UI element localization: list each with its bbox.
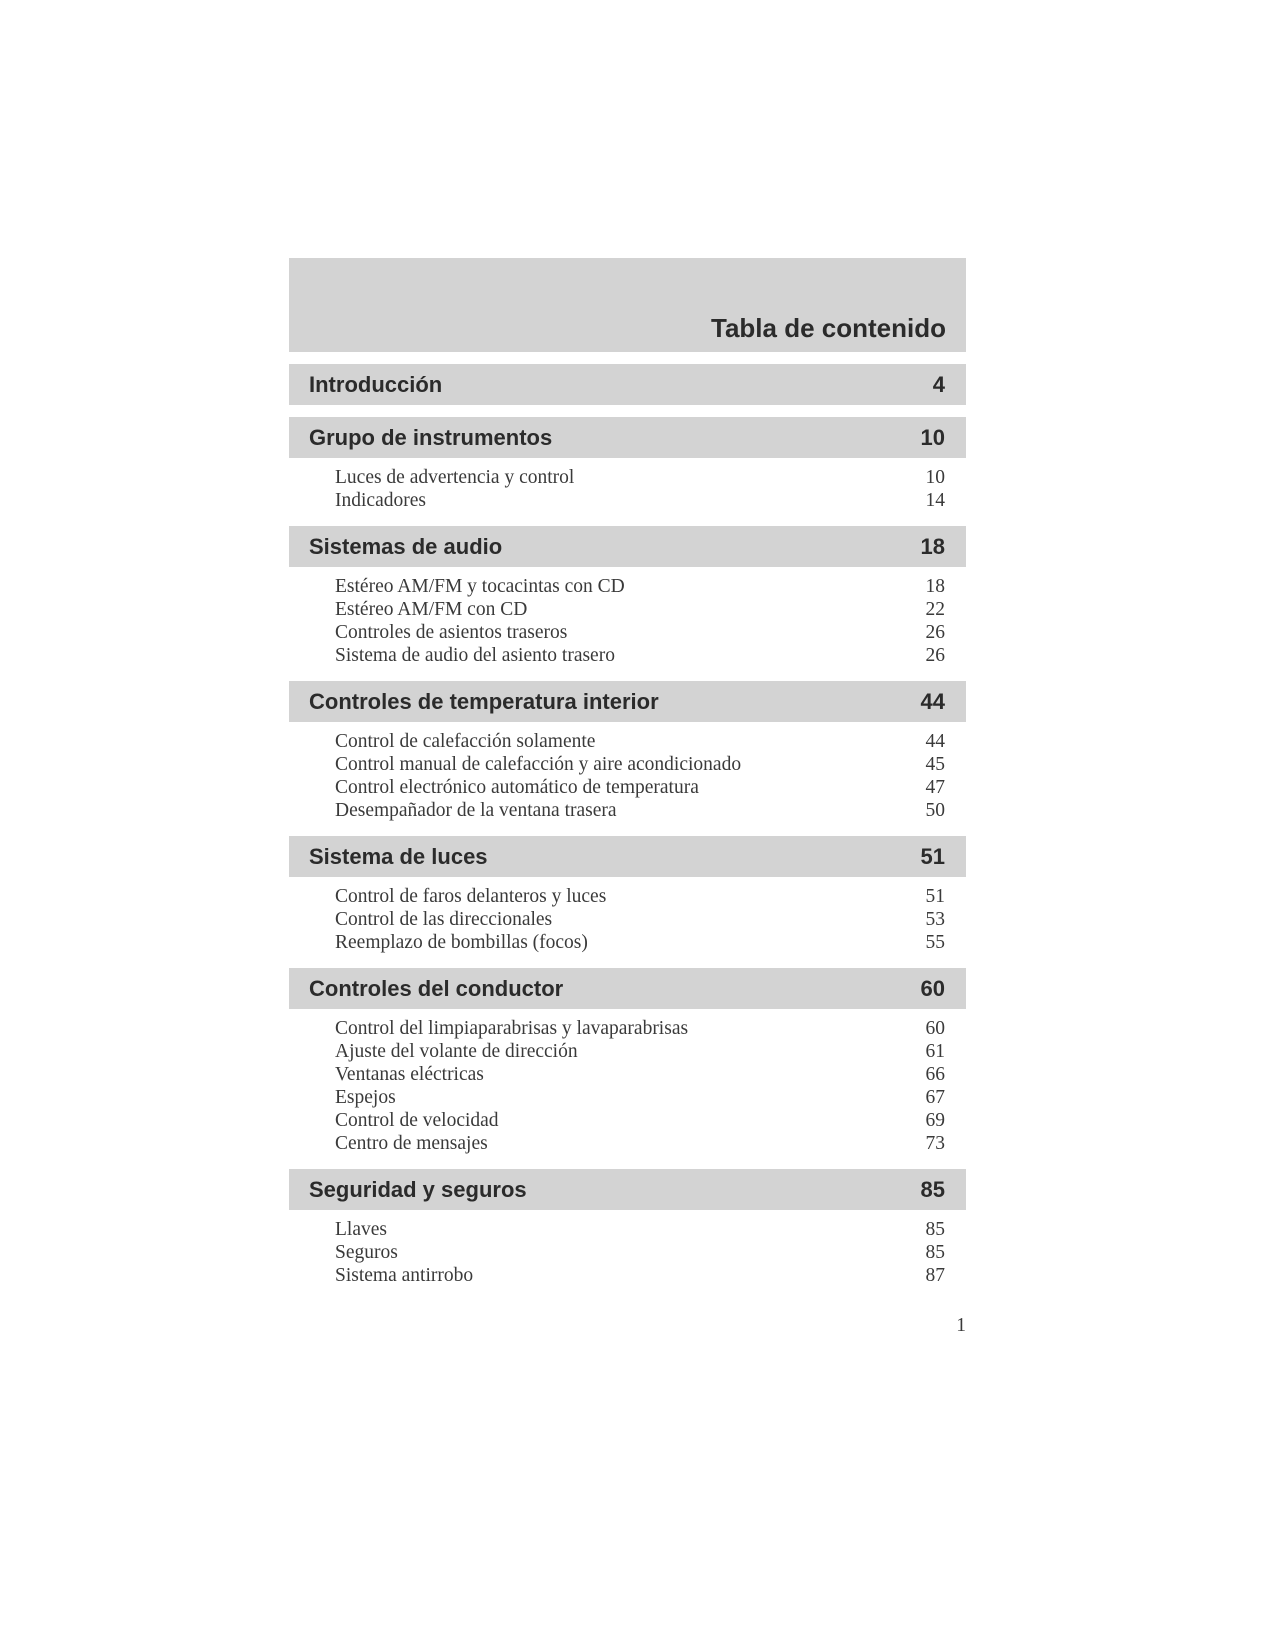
entry-title: Estéreo AM/FM y tocacintas con CD [335,576,625,597]
section-entries [289,722,966,824]
entry-title: Indicadores [335,490,426,511]
toc-entry[interactable] [289,1063,966,1086]
entry-title: Luces de advertencia y control [335,467,575,488]
entry-title: Desempañador de la ventana trasera [335,800,617,821]
entry-page-number: 67 [925,1087,945,1108]
entry-title: Ventanas eléctricas [335,1064,484,1085]
toc-entry[interactable] [289,753,966,776]
entry-page-number: 85 [925,1219,945,1240]
entry-page-number: 69 [925,1110,945,1131]
toc-entry[interactable] [289,908,966,931]
entry-title: Estéreo AM/FM con CD [335,599,528,620]
entry-page-number: 85 [925,1242,945,1263]
section-heading[interactable] [289,681,966,722]
entry-page-number: 55 [925,932,945,953]
table-of-contents [289,258,966,1289]
section-page-number: 18 [920,533,945,559]
section-heading[interactable] [289,968,966,1009]
section-title: Sistema de luces [309,843,488,869]
section-heading[interactable] [289,1169,966,1210]
section-heading[interactable] [289,364,966,405]
entry-page-number: 45 [925,754,945,775]
toc-entry[interactable] [289,730,966,753]
toc-entry[interactable] [289,799,966,822]
toc-entry[interactable] [289,931,966,954]
entry-page-number: 87 [925,1265,945,1286]
section-title: Controles del conductor [309,975,564,1001]
toc-entry[interactable] [289,1017,966,1040]
section-heading[interactable] [289,417,966,458]
toc-section [289,681,966,824]
entry-page-number: 73 [925,1133,945,1154]
toc-section [289,526,966,669]
section-page-number: 60 [920,975,945,1001]
entry-title: Centro de mensajes [335,1133,488,1154]
entry-page-number: 47 [925,777,945,798]
entry-page-number: 26 [925,645,945,666]
toc-entry[interactable] [289,644,966,667]
toc-section [289,364,966,405]
toc-title: Tabla de contenido [711,313,946,343]
toc-entry[interactable] [289,1086,966,1109]
section-page-number: 44 [920,688,945,714]
toc-entry[interactable] [289,598,966,621]
section-page-number: 4 [932,371,945,397]
toc-entry[interactable] [289,1264,966,1287]
entry-title: Control de faros delanteros y luces [335,886,607,907]
toc-entry[interactable] [289,466,966,489]
toc-entry[interactable] [289,1241,966,1264]
section-entries [289,567,966,669]
section-title: Sistemas de audio [309,533,503,559]
section-page-number: 85 [920,1176,945,1202]
section-title: Seguridad y seguros [309,1176,527,1202]
section-title: Controles de temperatura interior [309,688,659,714]
entry-page-number: 60 [925,1018,945,1039]
section-page-number: 10 [920,424,945,450]
section-entries [289,458,966,514]
entry-title: Reemplazo de bombillas (focos) [335,932,588,953]
entry-title: Ajuste del volante de dirección [335,1041,578,1062]
entry-page-number: 14 [925,490,945,511]
toc-entry[interactable] [289,621,966,644]
section-heading[interactable] [289,526,966,567]
toc-entry[interactable] [289,776,966,799]
entry-page-number: 61 [925,1041,945,1062]
entry-title: Controles de asientos traseros [335,622,568,643]
section-title: Introducción [309,371,443,397]
entry-title: Llaves [335,1219,387,1240]
toc-entry[interactable] [289,489,966,512]
toc-entry[interactable] [289,1109,966,1132]
page-number: 1 [956,1315,966,1336]
toc-entry[interactable] [289,885,966,908]
entry-page-number: 26 [925,622,945,643]
toc-entry[interactable] [289,1218,966,1241]
toc-section [289,417,966,514]
entry-title: Control de velocidad [335,1110,499,1131]
toc-entry[interactable] [289,575,966,598]
entry-page-number: 44 [925,731,945,752]
section-heading[interactable] [289,836,966,877]
entry-title: Control de calefacción solamente [335,731,596,752]
entry-page-number: 53 [925,909,945,930]
entry-page-number: 51 [925,886,945,907]
toc-section [289,836,966,956]
entry-title: Espejos [335,1087,396,1108]
entry-title: Control manual de calefacción y aire acondicionado [335,754,742,775]
section-entries [289,1210,966,1289]
toc-entry[interactable] [289,1132,966,1155]
entry-title: Control de las direccionales [335,909,553,930]
entry-title: Seguros [335,1242,398,1263]
entry-title: Control electrónico automático de temperatura [335,777,699,798]
toc-section [289,968,966,1157]
toc-sections [289,364,966,1289]
entry-page-number: 50 [925,800,945,821]
section-entries [289,877,966,956]
entry-page-number: 66 [925,1064,945,1085]
section-page-number: 51 [920,843,945,869]
entry-page-number: 22 [925,599,945,620]
toc-section [289,1169,966,1289]
section-title: Grupo de instrumentos [309,424,553,450]
entry-page-number: 18 [925,576,945,597]
toc-entry[interactable] [289,1040,966,1063]
entry-page-number: 10 [925,467,945,488]
entry-title: Sistema de audio del asiento trasero [335,645,615,666]
entry-title: Control del limpiaparabrisas y lavaparabrisas [335,1018,689,1039]
entry-title: Sistema antirrobo [335,1265,474,1286]
section-entries [289,1009,966,1157]
toc-title-bar [289,258,966,352]
